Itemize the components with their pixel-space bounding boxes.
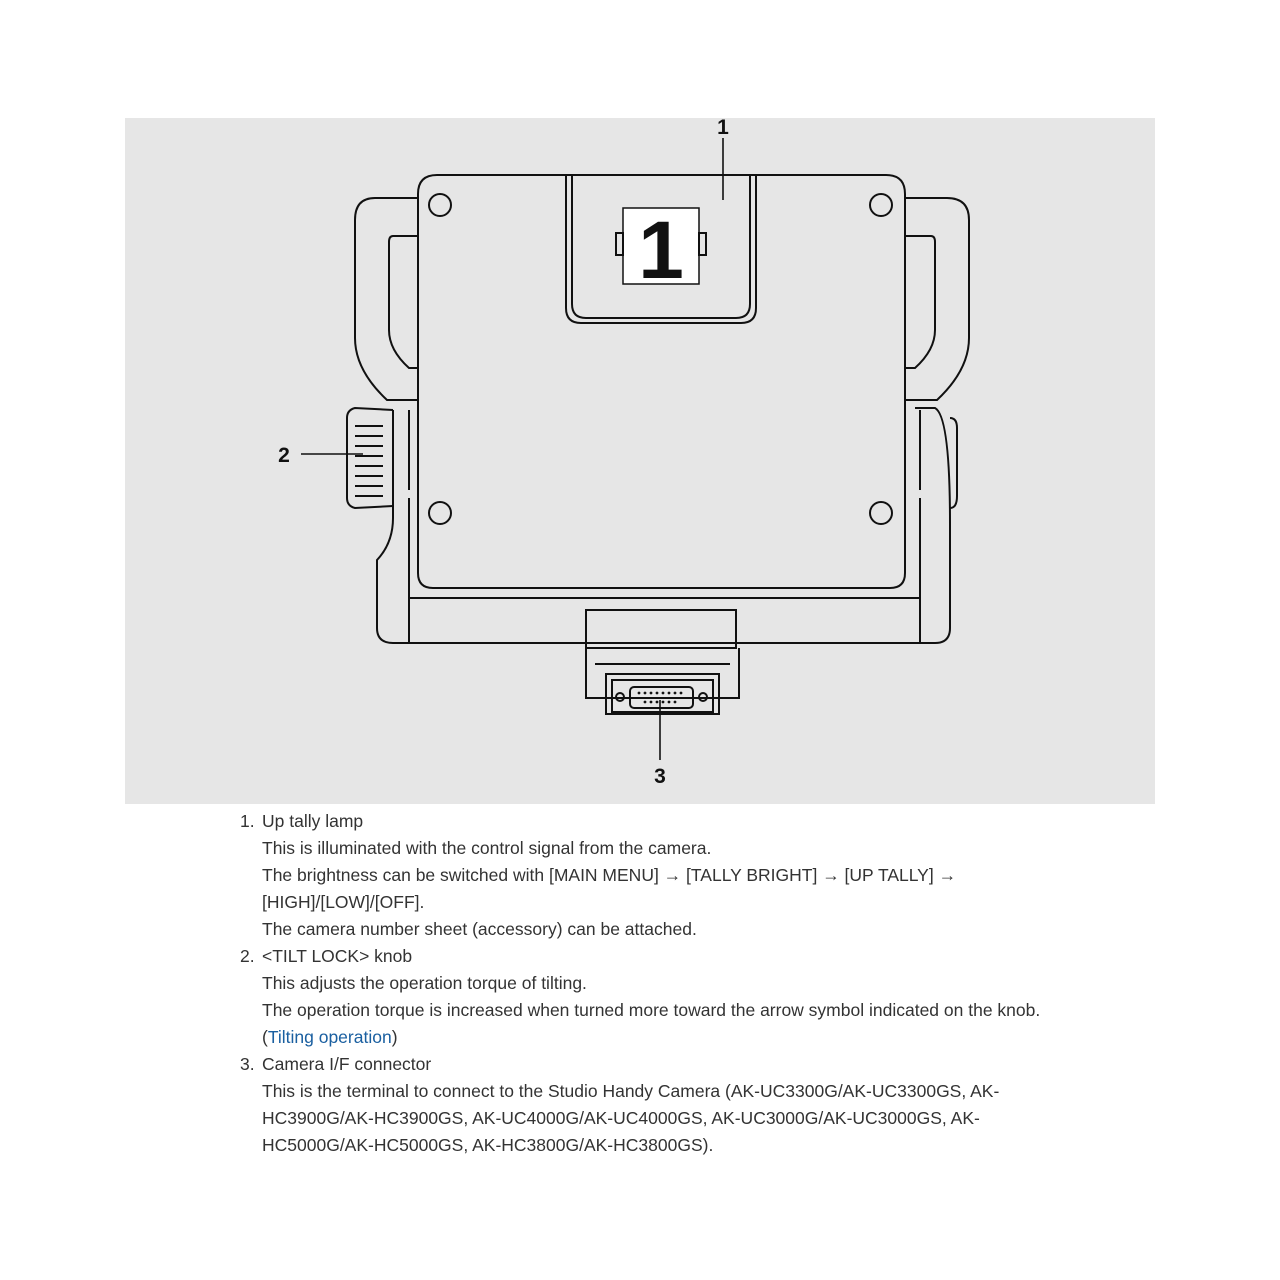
item-line: The operation torque is increased when turned more toward the arrow symbol indicated on the knob.: [262, 1000, 1041, 1020]
item-line: HC3900G/AK-HC3900GS, AK-UC4000G/AK-UC4000GS, AK-UC3000G/AK-UC3000GS, AK-: [262, 1108, 980, 1128]
screw-hole: [429, 502, 451, 524]
item-line: [HIGH]/[LOW]/[OFF].: [262, 892, 425, 912]
item-line: This is illuminated with the control signal from the camera.: [262, 838, 712, 858]
tilting-operation-link[interactable]: Tilting operation: [267, 1027, 392, 1047]
tilt-lock-knob: [347, 408, 393, 508]
item-title: Up tally lamp: [262, 811, 364, 831]
device-drawing: [125, 118, 1155, 804]
item-title: Camera I/F connector: [262, 1054, 432, 1074]
paren-close: ): [391, 1027, 398, 1047]
device-illustration: [125, 118, 1155, 804]
list-item: [240, 1051, 1140, 1159]
item-line: This adjusts the operation torque of tilting.: [262, 973, 587, 993]
item-line: This is the terminal to connect to the Studio Handy Camera (AK-UC3300G/AK-UC3300GS, AK-: [262, 1081, 1000, 1101]
left-handle: [355, 198, 418, 400]
list-item: [240, 943, 1140, 1051]
item-number: 3.: [240, 1054, 255, 1074]
paren-open: (: [262, 1027, 268, 1047]
callout-1: 1: [717, 118, 729, 139]
callout-2: 2: [278, 444, 290, 467]
item-title: <TILT LOCK> knob: [262, 946, 413, 966]
parts-description-list: [240, 808, 1140, 1159]
item-line: HC5000G/AK-HC5000GS, AK-HC3800G/AK-HC3800GS).: [262, 1135, 714, 1155]
screw-hole: [429, 194, 451, 216]
item-link-line: [262, 1024, 1140, 1051]
camera-number-sheet-digit: 1: [638, 205, 684, 296]
list-item: [240, 808, 1140, 943]
screw-hole: [870, 194, 892, 216]
item-number: 2.: [240, 946, 255, 966]
item-line: The brightness can be switched with [MAIN MENU] → [TALLY BRIGHT] → [UP TALLY] →: [262, 865, 957, 885]
screw-hole: [870, 502, 892, 524]
callout-3: 3: [654, 765, 666, 788]
item-number: 1.: [240, 811, 255, 831]
item-line: The camera number sheet (accessory) can be attached.: [262, 919, 697, 939]
right-handle: [906, 198, 969, 400]
yoke-bracket: [377, 408, 950, 643]
